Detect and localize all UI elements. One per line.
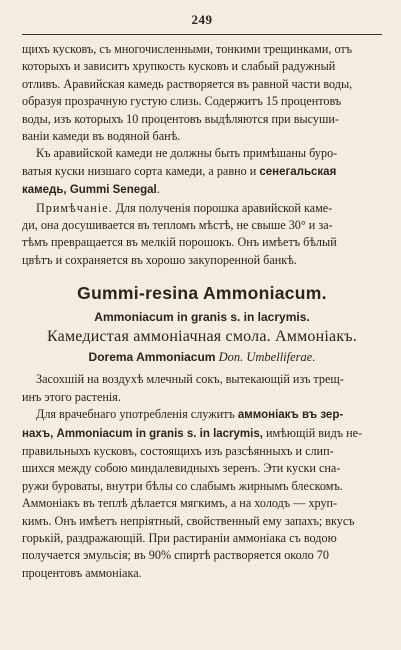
- section-subtitle-latin: Ammoniacum in granis s. in lacrymis.: [94, 310, 310, 325]
- paragraph-note: Примѣчаніе. Для полученія порошка аравийской каме- ди, она досушивается въ тепломъ мѣстѣ, не свыше 30° и за- тѣмъ превращается въ мелкій порошокъ. Онъ имѣетъ бѣлый цвѣтъ и сохраняется въ хорошо закупоренной банкѣ.: [22, 200, 337, 267]
- page-number: 249: [191, 12, 213, 27]
- paragraph-1: щихъ кусковъ, съ многочисленными, тонкими трещинками, отъ которыхъ и зависитъ хрупкость кусковъ и слабый радужный отливъ. Аравийская камедь растворяется въ равной части воды, образуя прозрачную густую слизь. Содержитъ 15 процентовъ воды, изъ которыхъ 10 процентовъ выдѣляются при высуши- ваніи камеди въ водяной банѣ.: [22, 42, 353, 144]
- section-title-russian: Камедистая аммоніачная смола. Аммоніакъ.: [47, 328, 357, 346]
- header-rule: [22, 34, 382, 35]
- botanical-source: Dorema Ammoniacum Don. Umbelliferae.: [88, 350, 316, 365]
- paragraph-5: Для врачебнаго употребленія служитъ аммоніакъ въ зер- нахъ, Ammoniacum in granis s. in lacrymis, имѣющій видъ не- правильныхъ кусковъ, состоящихъ изъ разсѣянныхъ и слип- шихся между собою миндалевидныхъ зеренъ. Эти куски сна- ружи буроваты, внутри бѣлы со слабымъ жирнымъ блескомъ. Аммоніакъ въ теплѣ дѣлается мягкимъ, а на холодъ — хруп- кимъ. Онъ имѣетъ непріятный, свойственный ему запахъ; вкусъ горькій, раздражающій. При растираніи аммоніака съ водою получается эмульсія; въ 90% спиртѣ растворяется около 70 процентовъ аммоніака.: [22, 407, 363, 580]
- note-label: Примѣчаніе.: [36, 200, 113, 215]
- paragraph-4: Засохшій на воздухѣ млечный сокъ, вытекающій изъ трещ- инъ этого растенія.: [22, 372, 344, 404]
- paragraph-2: Къ аравийской камеди не должны быть примѣшаны буро- ватыя куски низшаго сорта камеди, а равно и сенегальская камедь, Gummi Senegal.: [22, 146, 338, 197]
- book-page: [22, 12, 382, 582]
- section-title-latin: Gummi-resina Ammoniacum.: [77, 283, 327, 304]
